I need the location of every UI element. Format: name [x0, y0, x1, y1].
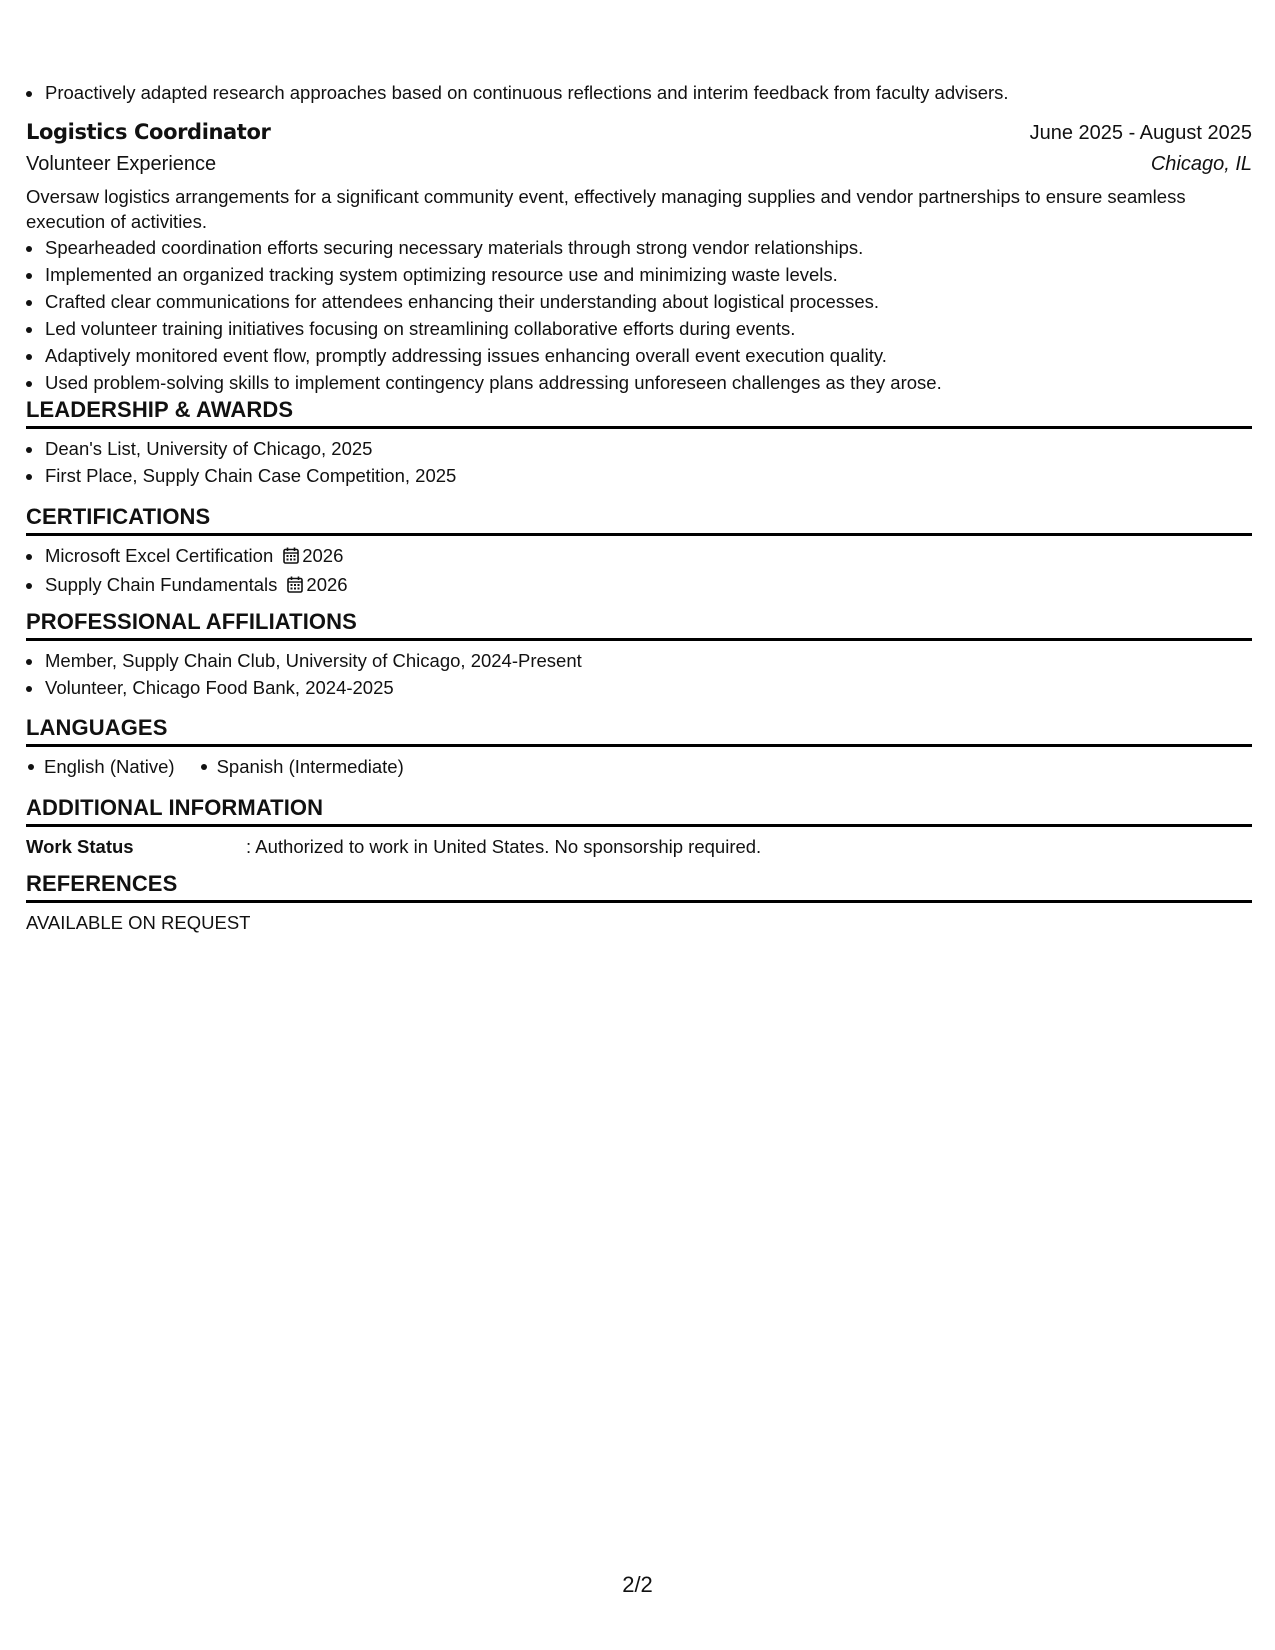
work-status-value: : Authorized to work in United States. No sponsorship required.	[246, 836, 762, 857]
references-section	[26, 870, 1252, 936]
certification-name: Microsoft Excel Certification	[45, 545, 274, 566]
job-location: Chicago, IL	[1150, 153, 1252, 175]
additional-info-section	[26, 794, 1252, 860]
list-item: • Used problem-solving skills to implement contingency plans addressing unforeseen challenges as they arose.	[44, 369, 1252, 396]
page-number: 2/2	[622, 1572, 653, 1597]
languages-section	[26, 714, 1252, 780]
job-subheader-row	[26, 148, 1252, 180]
work-status-label: Work Status	[26, 836, 134, 857]
list-item: • First Place, Supply Chain Case Competition, 2025	[44, 462, 1252, 489]
leadership-section	[26, 396, 1252, 489]
job-title: Logistics Coordinator	[26, 120, 271, 144]
list-item	[44, 571, 1252, 600]
affiliations-section	[26, 608, 1252, 701]
list-item: • Volunteer, Chicago Food Bank, 2024-2025	[44, 674, 1252, 701]
experience-entry	[26, 117, 1252, 396]
previous-role-bullets	[26, 79, 1270, 106]
job-dates: June 2025 - August 2025	[1029, 122, 1252, 144]
affiliations-list	[26, 647, 1252, 701]
section-title: LEADERSHIP & AWARDS	[26, 396, 1252, 429]
certifications-list	[26, 542, 1252, 600]
list-item: • Proactively adapted research approaches based on continuous reflections and interim feedback from faculty advisers.	[44, 79, 1270, 106]
section-title: CERTIFICATIONS	[26, 503, 1252, 536]
list-item: • Led volunteer training initiatives focusing on streamlining collaborative efforts during events.	[44, 315, 1252, 342]
list-item: • Spearheaded coordination efforts securing necessary materials through strong vendor relationships.	[44, 234, 1252, 261]
list-item	[44, 542, 1252, 571]
work-status-row	[26, 833, 1252, 860]
certification-year: 2026	[306, 574, 348, 595]
certification-name: Supply Chain Fundamentals	[45, 574, 278, 595]
list-item: • Dean's List, University of Chicago, 2025	[44, 435, 1252, 462]
job-bullets	[26, 234, 1252, 396]
calendar-icon	[283, 544, 299, 571]
languages-list	[26, 753, 1252, 780]
certification-year: 2026	[302, 545, 344, 566]
job-summary: Oversaw logistics arrangements for a significant community event, effectively managing supplies and vendor partnerships to ensure seamless execution of activities.	[26, 186, 1186, 232]
list-item: • Crafted clear communications for attendees enhancing their understanding about logistical processes.	[44, 288, 1252, 315]
calendar-icon	[287, 573, 303, 600]
section-title: ADDITIONAL INFORMATION	[26, 794, 1252, 827]
references-text: AVAILABLE ON REQUEST	[26, 912, 251, 933]
section-title: PROFESSIONAL AFFILIATIONS	[26, 608, 1252, 641]
list-item: • Adaptively monitored event flow, promptly addressing issues enhancing overall event execution quality.	[44, 342, 1252, 369]
list-item: • Implemented an organized tracking system optimizing resource use and minimizing waste levels.	[44, 261, 1252, 288]
section-title: LANGUAGES	[26, 714, 1252, 747]
list-item: English (Native)	[26, 753, 175, 780]
list-item: • Member, Supply Chain Club, University of Chicago, 2024-Present	[44, 647, 1252, 674]
leadership-list	[26, 435, 1252, 489]
list-item: Spanish (Intermediate)	[199, 753, 404, 780]
job-organization: Volunteer Experience	[26, 153, 217, 175]
section-title: REFERENCES	[26, 870, 1252, 903]
job-header-row	[26, 117, 1252, 148]
certifications-section	[26, 503, 1252, 600]
